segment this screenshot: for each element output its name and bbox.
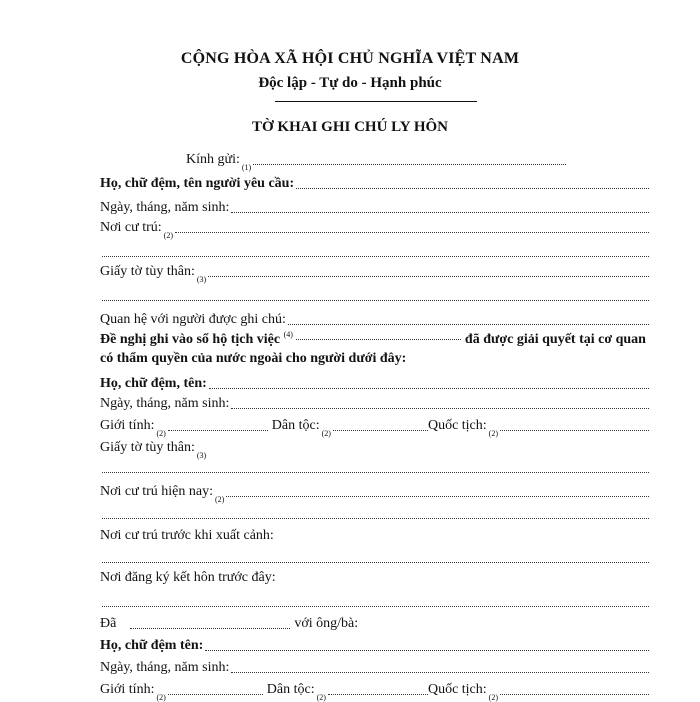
requester-dob-row bbox=[100, 196, 649, 216]
divorce-type-field[interactable] bbox=[130, 628, 290, 629]
request-text-1: Đề nghị ghi vào sổ hộ tịch việc bbox=[100, 332, 281, 347]
spouse-nationality-field[interactable] bbox=[500, 694, 649, 695]
requester-residence-label: Nơi cư trú: bbox=[100, 220, 162, 235]
requester-name-row bbox=[100, 172, 649, 192]
residence-before-exit-row bbox=[100, 524, 649, 544]
requester-dob-label: Ngày, tháng, năm sinh: bbox=[100, 200, 230, 215]
residence-before-exit-label: Nơi cư trú trước khi xuất cảnh: bbox=[100, 528, 274, 543]
nationality-field[interactable] bbox=[500, 430, 649, 431]
recipient-row: Kính gửi: (1) bbox=[186, 148, 566, 168]
requester-id-row: Giấy tờ tùy thân: (3) bbox=[100, 260, 649, 280]
gender-label: Giới tính: bbox=[100, 418, 155, 433]
current-residence-row-2 bbox=[100, 502, 649, 522]
spouse-gender-label: Giới tính: bbox=[100, 682, 155, 697]
marriage-place-row bbox=[100, 566, 649, 586]
requester-residence-row-2 bbox=[100, 240, 649, 260]
gender-field[interactable] bbox=[168, 430, 268, 431]
motto-underline bbox=[275, 101, 477, 102]
person-name-row bbox=[100, 372, 649, 392]
current-residence-field[interactable] bbox=[226, 496, 649, 497]
requester-residence-row: Nơi cư trú: (2) bbox=[100, 216, 649, 236]
requester-name-field[interactable] bbox=[296, 188, 649, 189]
marriage-place-label: Nơi đăng ký kết hôn trước đây: bbox=[100, 570, 276, 585]
person-id-row-2 bbox=[100, 456, 649, 476]
current-residence-row: Nơi cư trú hiện nay: (2) bbox=[100, 480, 649, 500]
document-title: TỜ KHAI GHI CHÚ LY HÔN bbox=[251, 119, 448, 135]
spouse-dob-field[interactable] bbox=[231, 672, 649, 673]
nationality-label: Quốc tịch: bbox=[427, 418, 487, 433]
current-residence-field-2[interactable] bbox=[102, 518, 649, 519]
spouse-ethnicity-label: Dân tộc: bbox=[266, 682, 315, 697]
residence-before-exit-row-2 bbox=[100, 546, 649, 566]
requester-id-label: Giấy tờ tùy thân: bbox=[100, 264, 195, 279]
person-dob-row bbox=[100, 392, 649, 412]
requester-dob-field[interactable] bbox=[231, 212, 649, 213]
request-text-2: đã được giải quyết tại cơ quan có thẩm quyền của nước ngoài cho người dưới đây: bbox=[100, 332, 646, 366]
request-field[interactable] bbox=[296, 339, 461, 340]
requester-id-row-2 bbox=[100, 284, 649, 304]
spouse-name-field[interactable] bbox=[205, 650, 649, 651]
marriage-place-field[interactable] bbox=[102, 606, 649, 607]
spouse-ethnicity-field[interactable] bbox=[328, 694, 428, 695]
person-id-field[interactable] bbox=[102, 472, 649, 473]
with-spouse-label: với ông/bà: bbox=[294, 616, 359, 631]
spouse-name-row bbox=[100, 634, 649, 654]
recipient-field[interactable] bbox=[253, 164, 566, 165]
requester-residence-field[interactable] bbox=[175, 232, 649, 233]
requester-id-field[interactable] bbox=[208, 276, 649, 277]
person-id-label: Giấy tờ tùy thân: bbox=[100, 440, 195, 455]
request-note: (4) bbox=[283, 330, 293, 339]
person-dob-label: Ngày, tháng, năm sinh: bbox=[100, 396, 230, 411]
spouse-gender-row: Giới tính: (2) Dân tộc: (2) Quốc tịch: (2) bbox=[100, 678, 649, 698]
person-name-label: Họ, chữ đệm, tên: bbox=[100, 376, 207, 391]
relationship-label: Quan hệ với người được ghi chú: bbox=[100, 312, 286, 327]
spouse-dob-row bbox=[100, 656, 649, 676]
marriage-place-row-2 bbox=[100, 590, 649, 610]
request-paragraph bbox=[100, 330, 649, 368]
person-name-field[interactable] bbox=[209, 388, 649, 389]
motto-heading: Độc lập - Tự do - Hạnh phúc bbox=[258, 75, 442, 91]
requester-id-field-2[interactable] bbox=[102, 300, 649, 301]
da-label: Đã bbox=[100, 616, 117, 631]
spouse-nationality-label: Quốc tịch: bbox=[427, 682, 487, 697]
relationship-row bbox=[100, 308, 649, 328]
current-residence-label: Nơi cư trú hiện nay: bbox=[100, 484, 213, 499]
spouse-gender-field[interactable] bbox=[168, 694, 263, 695]
residence-before-exit-field[interactable] bbox=[102, 562, 649, 563]
requester-residence-field-2[interactable] bbox=[102, 256, 649, 257]
nation-heading: CỘNG HÒA XÃ HỘI CHỦ NGHĨA VIỆT NAM bbox=[180, 50, 520, 67]
divorce-row bbox=[100, 612, 400, 632]
requester-name-label: Họ, chữ đệm, tên người yêu cầu: bbox=[100, 176, 295, 191]
recipient-label: Kính gửi: bbox=[186, 152, 240, 167]
relationship-field[interactable] bbox=[288, 324, 649, 325]
person-gender-row: Giới tính: (2) Dân tộc: (2) Quốc tịch: (2) bbox=[100, 414, 649, 434]
person-id-row: Giấy tờ tùy thân: (3) bbox=[100, 440, 207, 460]
person-dob-field[interactable] bbox=[231, 408, 649, 409]
spouse-name-label: Họ, chữ đệm tên: bbox=[100, 638, 204, 653]
ethnicity-field[interactable] bbox=[333, 430, 428, 431]
spouse-dob-label: Ngày, tháng, năm sinh: bbox=[100, 660, 230, 675]
ethnicity-label: Dân tộc: bbox=[271, 418, 320, 433]
